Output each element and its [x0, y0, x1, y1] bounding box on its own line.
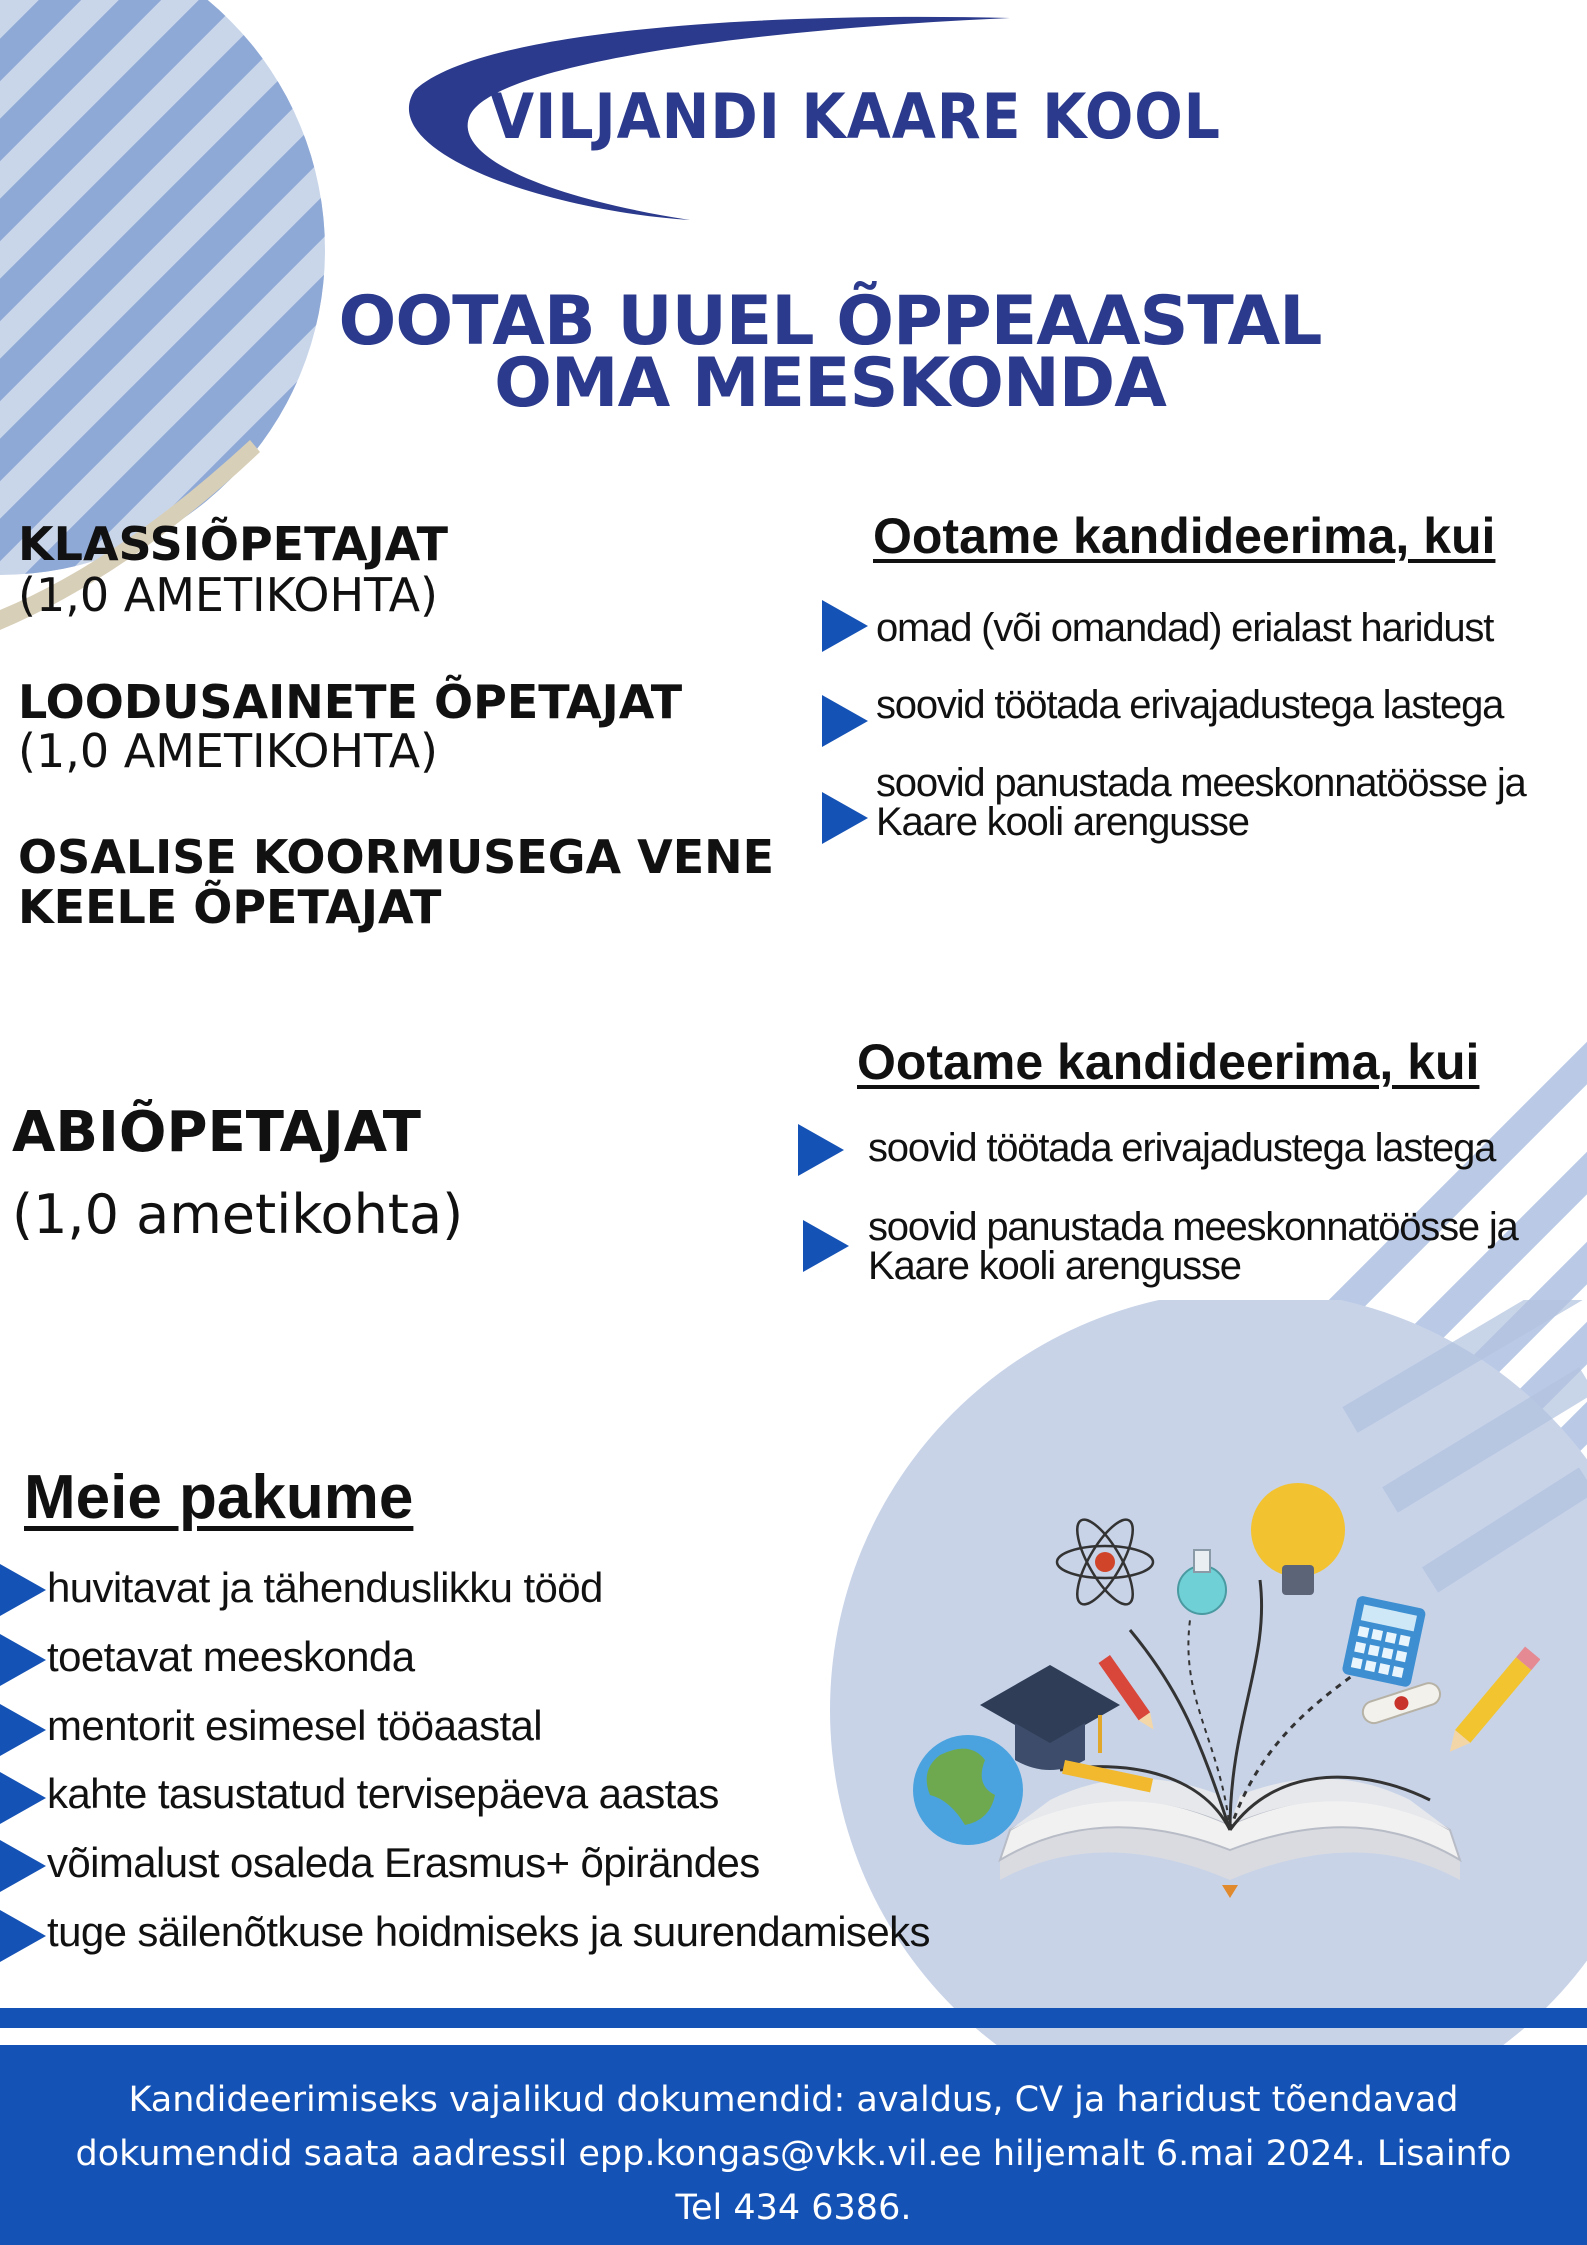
- requirement-item-continued: Kaare kooli arengusse: [868, 1244, 1241, 1288]
- offer-item: kahte tasustatud tervisepäeva aastas: [47, 1770, 719, 1817]
- triangle-bullet-icon: [803, 1220, 849, 1272]
- triangle-bullet-icon: [822, 792, 868, 844]
- triangle-bullet-icon: [0, 1564, 46, 1616]
- requirement-item: soovid panustada meeskonnatöösse ja: [868, 1205, 1518, 1249]
- footer-application-info: [0, 2045, 1587, 2245]
- triangle-bullet-icon: [798, 1124, 844, 1176]
- position-title-russian-teacher-line-1: OSALISE KOORMUSEGA VENE: [18, 830, 775, 884]
- offer-item: huvitavat ja tähenduslikku tööd: [47, 1564, 603, 1611]
- requirement-item: soovid panustada meeskonnatöösse ja: [876, 761, 1526, 805]
- position-title-science-teacher: LOODUSAINETE ÕPETAJAT: [18, 675, 683, 729]
- requirement-item-continued: Kaare kooli arengusse: [876, 800, 1249, 844]
- position-title-assistant-teacher: ABIÕPETAJAT: [12, 1100, 421, 1165]
- triangle-bullet-icon: [0, 1634, 46, 1686]
- education-illustration-icon: [900, 1440, 1540, 1910]
- position-load-science-teacher: (1,0 AMETIKOHTA): [18, 724, 438, 778]
- triangle-bullet-icon: [0, 1704, 46, 1756]
- triangle-bullet-icon: [0, 1910, 46, 1962]
- requirement-item: soovid töötada erivajadustega lastega: [868, 1126, 1496, 1170]
- offer-item: toetavat meeskonda: [47, 1633, 415, 1680]
- offer-item: võimalust osaleda Erasmus+ õpirändes: [47, 1839, 760, 1886]
- position-title-class-teacher: KLASSIÕPETAJAT: [18, 517, 449, 571]
- headline-line-1: OOTAB UUEL ÕPPEAASTAL: [338, 282, 1322, 361]
- offer-item: tuge säilenõtkuse hoidmiseks ja suurendamiseks: [47, 1908, 930, 1955]
- footer-line-1: Kandideerimiseks vajalikud dokumendid: avaldus, CV ja haridust tõendavad: [128, 2080, 1459, 2120]
- triangle-bullet-icon: [822, 695, 868, 747]
- requirements-heading-1: Ootame kandideerima, kui: [873, 508, 1496, 564]
- offer-item: mentorit esimesel tööaastal: [47, 1702, 543, 1749]
- triangle-bullet-icon: [822, 600, 868, 652]
- position-title-russian-teacher-line-2: KEELE ÕPETAJAT: [18, 880, 442, 934]
- position-load-assistant-teacher: (1,0 ametikohta): [12, 1183, 464, 1246]
- position-load-class-teacher: (1,0 AMETIKOHTA): [18, 568, 438, 622]
- offer-heading: Meie pakume: [24, 1463, 414, 1532]
- requirements-heading-2: Ootame kandideerima, kui: [857, 1034, 1480, 1090]
- headline-line-2: OMA MEESKONDA: [494, 344, 1166, 423]
- requirement-item: omad (või omandad) erialast haridust: [876, 606, 1494, 650]
- triangle-bullet-icon: [0, 1772, 46, 1824]
- requirement-item: soovid töötada erivajadustega lastega: [876, 683, 1504, 727]
- footer-line-3: Tel 434 6386.: [675, 2188, 912, 2228]
- logo-school-name: VILJANDI KAARE KOOL: [490, 80, 1221, 153]
- footer-line-2: dokumendid saata aadressil epp.kongas@vkk.vil.ee hiljemalt 6.mai 2024. Lisainfo: [75, 2134, 1512, 2174]
- triangle-bullet-icon: [0, 1840, 46, 1892]
- separator-bar: [0, 2008, 1587, 2028]
